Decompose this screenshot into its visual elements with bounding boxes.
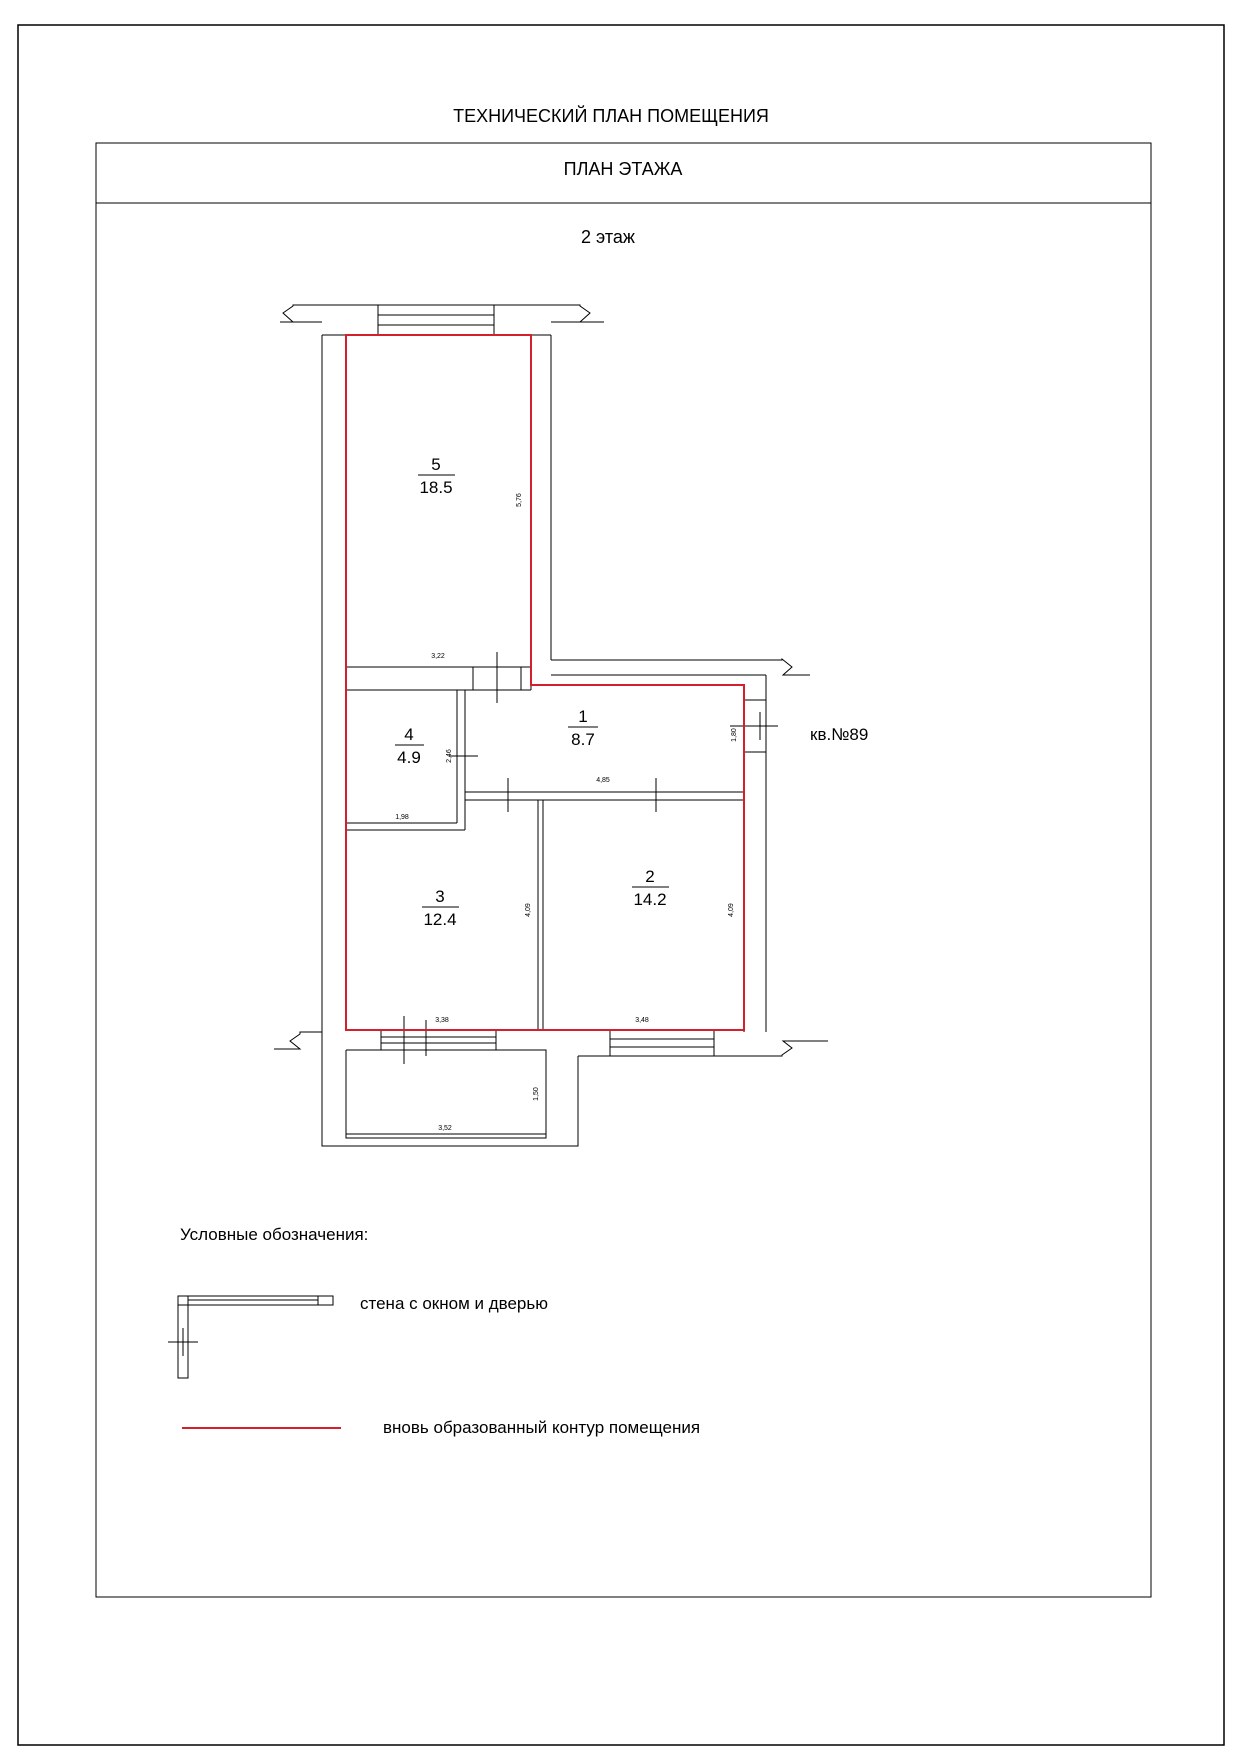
room-4-number: 4 [404, 725, 414, 744]
room-3-number: 3 [435, 887, 445, 906]
dim-room3-height: 4,09 [525, 903, 532, 917]
room2-window [610, 1030, 714, 1056]
room-2-label [632, 867, 669, 909]
balcony-door-window [381, 1030, 496, 1050]
top-window [378, 305, 494, 335]
dim-room5-height: 5,76 [516, 493, 523, 507]
top-wall-left [280, 305, 378, 322]
legend-wall-label: стена с окном и дверью [360, 1294, 548, 1313]
room-5-number: 5 [431, 455, 441, 474]
dim-room3-width: 3,38 [435, 1017, 449, 1024]
legend [168, 1225, 700, 1437]
room-1-label [568, 707, 598, 749]
page-frame [18, 25, 1224, 1745]
room-1-number: 1 [578, 707, 588, 726]
room-4-area: 4.9 [397, 748, 421, 767]
room-1-area: 8.7 [571, 730, 595, 749]
dim-room2-width: 3,48 [635, 1017, 649, 1024]
room-3-label [422, 887, 459, 929]
plan-frame [96, 143, 1151, 1597]
dim-room2-height: 4,09 [728, 903, 735, 917]
dim-room1-width: 4,85 [596, 777, 610, 784]
legend-title: Условные обозначения: [180, 1225, 369, 1244]
bottom-wall-right [714, 1041, 828, 1056]
floor-label: 2 этаж [581, 227, 635, 247]
dim-balcony-height: 1,50 [533, 1087, 540, 1101]
room-5-area: 18.5 [419, 478, 453, 497]
dim-room4-width: 1,98 [395, 814, 409, 821]
dim-balcony-width: 3,52 [438, 1125, 452, 1132]
dim-room5-width: 3,22 [431, 653, 445, 660]
bottom-wall-left [274, 1032, 322, 1049]
corridor-top-wall [551, 659, 810, 675]
room-4-label [395, 725, 424, 767]
document-title: ТЕХНИЧЕСКИЙ ПЛАН ПОМЕЩЕНИЯ [453, 106, 769, 126]
apartment-label: кв.№89 [810, 725, 869, 744]
dim-room1-height: 1,80 [731, 728, 738, 742]
dimensions [395, 493, 738, 1132]
top-wall-right [494, 305, 604, 322]
dim-room4-height: 2,46 [446, 749, 453, 763]
legend-wall-symbol [168, 1296, 333, 1378]
section-title: ПЛАН ЭТАЖА [563, 159, 683, 179]
room-5-label [418, 455, 455, 497]
room-2-area: 14.2 [633, 890, 667, 909]
new-contour [346, 335, 744, 1030]
room-2-number: 2 [645, 867, 655, 886]
room-3-area: 12.4 [423, 910, 457, 929]
legend-contour-label: вновь образованный контур помещения [383, 1418, 701, 1437]
